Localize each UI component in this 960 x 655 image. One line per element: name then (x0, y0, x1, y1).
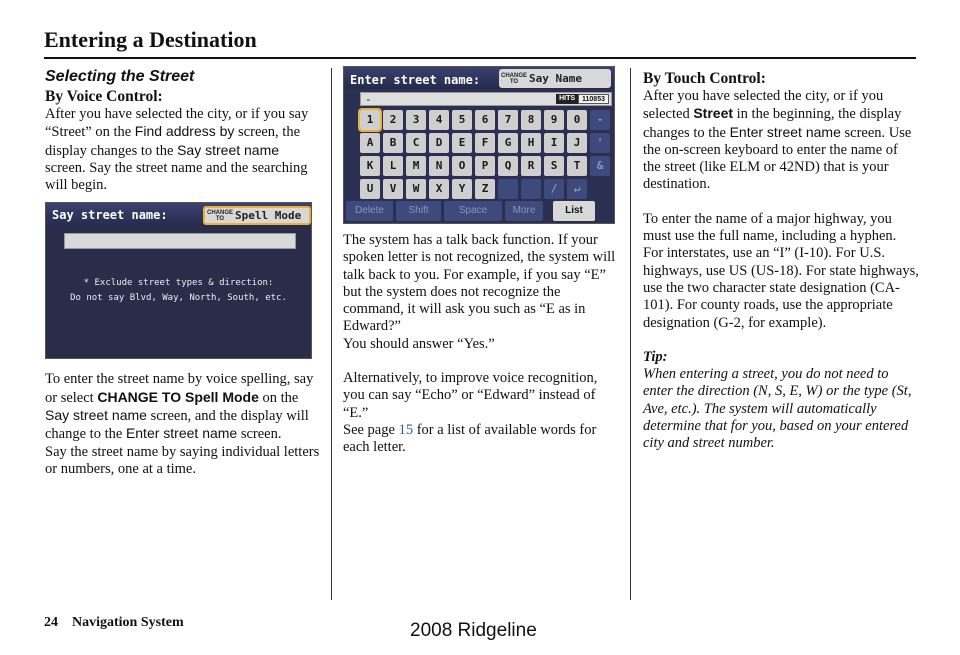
key[interactable]: I (544, 133, 564, 153)
alternative-paragraph: Alternatively, to improve voice recognition, you can say “Echo” or “Edward” instead of “E.” (343, 370, 598, 421)
key[interactable]: ↵ (567, 179, 587, 199)
key[interactable]: L (383, 156, 403, 176)
key[interactable]: 1 (360, 110, 380, 130)
highway-paragraph: To enter the name of a major highway, you must use the full name, including a hyphen. For interstates, use an “I” (I-10). For U.S. highways, use US (US-18). For state highways, use the two character state designation (CA-101). For county roads, use the appropriate designation (G-2, for example). (643, 210, 919, 331)
column-divider (630, 68, 631, 600)
text: After you have selected the city, or if you say “Street” on the (45, 106, 309, 141)
column-left (45, 66, 321, 478)
column-middle (343, 66, 619, 457)
spell-mode-label: Spell Mode (235, 209, 302, 223)
change-to-label: CHANGE TO (500, 72, 527, 85)
key[interactable]: 5 (452, 110, 472, 130)
text: on the (258, 389, 299, 406)
ui-term: Street (693, 105, 734, 122)
key[interactable]: / (544, 179, 564, 199)
key[interactable]: 6 (475, 110, 495, 130)
spacer (546, 201, 550, 221)
key[interactable]: F (475, 133, 495, 153)
text: screen, the display changes to the (45, 124, 301, 159)
key[interactable]: H (521, 133, 541, 153)
enter-street-name-screenshot (343, 66, 615, 224)
text: for a list of available words for each letter. (343, 421, 597, 456)
key[interactable]: S (544, 156, 564, 176)
key[interactable]: N (429, 156, 449, 176)
key[interactable]: 3 (406, 110, 426, 130)
say-name-label: Say Name (529, 71, 582, 85)
key[interactable]: 2 (383, 110, 403, 130)
delete-key[interactable]: Delete (346, 201, 393, 221)
text: To enter the street name by voice spelling, say or select (45, 371, 314, 406)
key[interactable]: 9 (544, 110, 564, 130)
space-key[interactable]: Space (444, 201, 502, 221)
say-street-name-screenshot (45, 202, 312, 359)
key[interactable]: - (590, 110, 610, 130)
key[interactable]: V (383, 179, 403, 199)
key[interactable]: R (521, 156, 541, 176)
talk-back-paragraph: The system has a talk back function. If your spoken letter is not recognized, the system will talk back to you. For example, if you say “E” but the system does not recognize the command, it will ask you such as “E as in Edward?” (343, 232, 616, 335)
title-rule (44, 57, 916, 59)
text: screen. Use the on-screen keyboard to enter the name of the street (like ELM or 42ND) that is your destination. (643, 124, 912, 193)
page-link[interactable]: 15 (398, 421, 414, 438)
screen-title: Say street name: (52, 208, 168, 223)
list-button[interactable]: List (553, 201, 595, 221)
key[interactable]: J (567, 133, 587, 153)
key[interactable]: 0 (567, 110, 587, 130)
key[interactable]: G (498, 133, 518, 153)
section-subtitle: Selecting the Street (45, 68, 195, 85)
page-number: 24 (44, 615, 58, 630)
change-to-spell-mode-button[interactable] (203, 206, 311, 225)
change-to-label: CHANGE TO (206, 209, 233, 222)
text: screen, and the display will change to the (45, 408, 309, 443)
change-to-say-name-button[interactable] (499, 69, 611, 88)
key[interactable] (498, 179, 518, 199)
key[interactable]: X (429, 179, 449, 199)
voice-paragraph-2 (45, 371, 321, 443)
key[interactable]: U (360, 179, 380, 199)
key[interactable]: Q (498, 156, 518, 176)
voice-control-heading: By Voice Control: (45, 88, 163, 105)
touch-paragraph-1 (643, 88, 919, 194)
text: See page (343, 421, 399, 438)
tip-heading: Tip: (643, 348, 668, 365)
page-footer (44, 615, 184, 631)
key[interactable]: C (406, 133, 426, 153)
input-cursor: - (365, 93, 372, 106)
hits-label: HITS (556, 94, 578, 104)
column-right (643, 66, 919, 453)
screen-title: Enter street name: (350, 73, 481, 87)
key[interactable]: P (475, 156, 495, 176)
keyboard-bottom-row (346, 201, 595, 221)
touch-control-heading: By Touch Control: (643, 70, 766, 87)
see-page-paragraph (343, 422, 619, 457)
tip-text: When entering a street, you do not need to enter the direction (N, S, E, W) or the type (St, Ave, etc.). The system will automatically determine that for you, based on your entered city and street number. (643, 366, 912, 452)
more-key[interactable]: More (505, 201, 543, 221)
column-divider (331, 68, 332, 600)
keyboard-row (360, 110, 612, 130)
street-name-input (64, 233, 296, 249)
key[interactable]: O (452, 156, 472, 176)
key[interactable]: A (360, 133, 380, 153)
street-name-input[interactable] (360, 92, 612, 106)
key[interactable]: Y (452, 179, 472, 199)
ui-term: Find address by (134, 123, 235, 140)
key[interactable]: B (383, 133, 403, 153)
hits-value: 110853 (578, 94, 609, 104)
note-line: Do not say Blvd, Way, North, South, etc. (70, 293, 287, 304)
ui-term: Say street name (177, 141, 280, 158)
answer-line: You should answer “Yes.” (343, 335, 495, 352)
voice-paragraph-3: Say the street name by saying individual letters or numbers, one at a time. (45, 443, 320, 477)
key[interactable]: K (360, 156, 380, 176)
key[interactable]: 7 (498, 110, 518, 130)
key[interactable]: W (406, 179, 426, 199)
key[interactable]: T (567, 156, 587, 176)
text: screen. Say the street name and the searching will begin. (45, 159, 308, 194)
note-line: * Exclude street types & direction: (83, 278, 274, 289)
key[interactable]: Z (475, 179, 495, 199)
on-screen-keyboard (360, 110, 612, 202)
keyboard-row (360, 156, 612, 176)
key[interactable]: E (452, 133, 472, 153)
key[interactable]: 8 (521, 110, 541, 130)
page-title: Entering a Destination (44, 27, 257, 52)
footer-label: Navigation System (72, 615, 184, 630)
watermark: 2008 Ridgeline (410, 620, 537, 641)
key[interactable]: & (590, 156, 610, 176)
key[interactable]: M (406, 156, 426, 176)
voice-paragraph-1 (45, 106, 321, 194)
ui-term: Say street name (45, 407, 147, 424)
text: screen. (237, 426, 282, 443)
keyboard-row (360, 133, 612, 153)
ui-term: Enter street name (125, 425, 238, 442)
keyboard-row (360, 179, 612, 199)
key[interactable]: D (429, 133, 449, 153)
key[interactable]: ' (590, 133, 610, 153)
text: After you have selected the city, or if you selected (643, 88, 884, 123)
shift-key[interactable]: Shift (396, 201, 441, 221)
hits-counter (556, 94, 609, 104)
screen-note (46, 276, 311, 306)
ui-term: Enter street name (729, 123, 841, 140)
key[interactable] (521, 179, 541, 199)
key[interactable]: 4 (429, 110, 449, 130)
text: in the beginning, the display changes to the (643, 106, 902, 141)
ui-term: CHANGE TO Spell Mode (97, 388, 259, 405)
